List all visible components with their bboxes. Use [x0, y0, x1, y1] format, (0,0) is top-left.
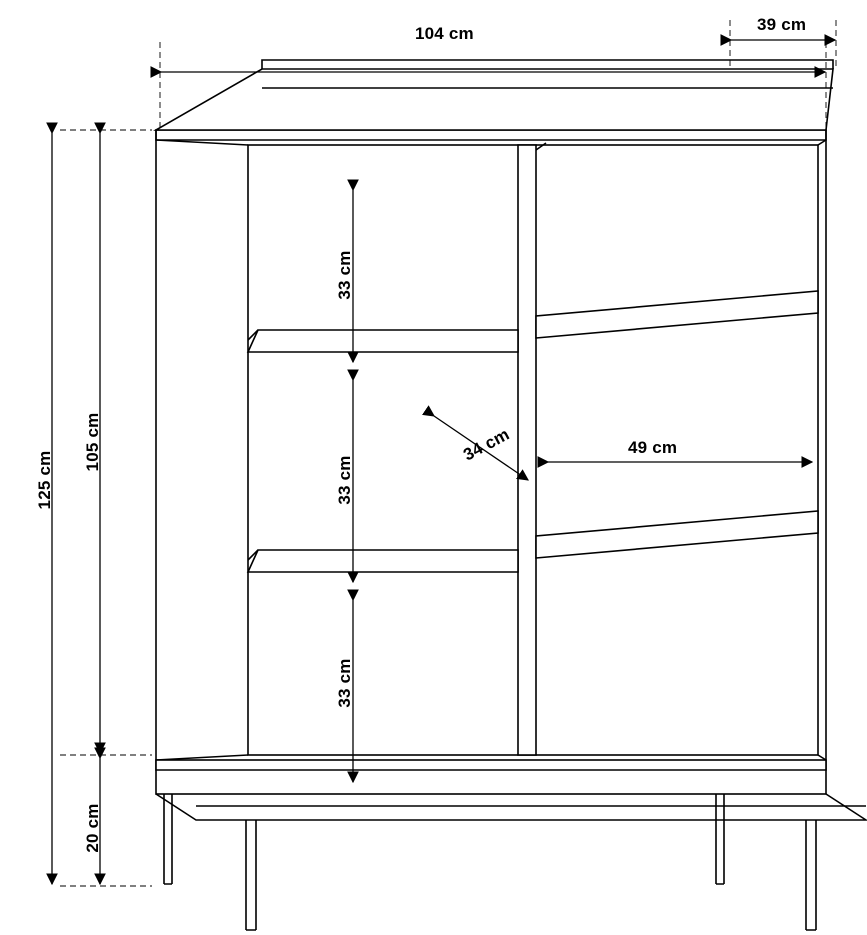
dimension-label-leg-height: 20 cm: [83, 803, 102, 853]
dimension-label-width-top: 104 cm: [415, 24, 474, 43]
dimension-label-compartment-1: 33 cm: [335, 250, 354, 300]
dimension-label-depth-top: 39 cm: [757, 15, 807, 34]
left-shelf-lower: [248, 550, 518, 572]
dimension-label-total-height: 125 cm: [35, 450, 54, 510]
dimension-label-right-bay-width: 49 cm: [628, 438, 678, 457]
dimension-label-compartment-2: 33 cm: [335, 455, 354, 505]
cabinet-base: [156, 760, 866, 820]
dimension-label-compartment-3: 33 cm: [335, 658, 354, 708]
left-shelf-upper: [248, 330, 518, 352]
cabinet-legs: [164, 794, 816, 930]
dimension-label-left-bay-width: 34 cm: [460, 424, 513, 465]
dimension-label-body-height: 105 cm: [83, 412, 102, 472]
